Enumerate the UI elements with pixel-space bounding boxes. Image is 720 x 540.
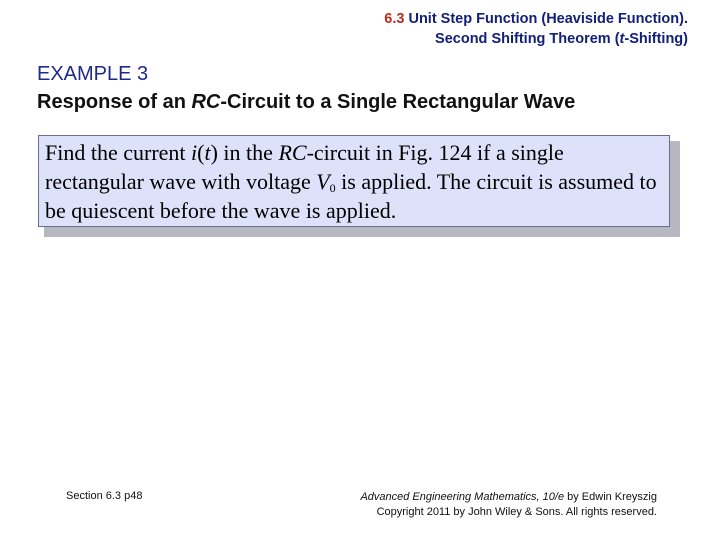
section-header-line1	[384, 9, 688, 29]
section-title: Unit Step Function (Heaviside Function).	[408, 11, 688, 27]
time-variable: t	[204, 140, 211, 165]
current-variable: i	[191, 140, 198, 165]
footer-copyright: Copyright 2011 by John Wiley & Sons. All rights reserved.	[376, 506, 657, 518]
section-subtitle-prefix: Second Shifting Theorem (	[435, 31, 620, 47]
example-title: EXAMPLE 3	[37, 63, 149, 85]
book-author: by Edwin Kreyszig	[564, 491, 657, 503]
problem-paren: (	[197, 140, 205, 165]
section-header	[384, 9, 688, 49]
problem-text-2: ) in the	[210, 140, 279, 165]
example-subtitle-prefix: Response of an	[37, 91, 192, 113]
voltage-subscript: 0	[329, 181, 336, 195]
book-title: Advanced Engineering Mathematics, 10/e	[360, 491, 565, 503]
section-subtitle-italic: t	[619, 31, 625, 47]
example-subtitle-italic: RC	[191, 91, 221, 113]
footer-citation	[360, 490, 657, 520]
problem-text-1: Find the current	[45, 140, 192, 165]
footer-citation-line1	[360, 490, 657, 505]
problem-text-4: is applied. The circuit is assumed to be quiescent before the wave is applied.	[45, 169, 657, 223]
section-header-line2	[384, 29, 688, 49]
section-number: 6.3	[384, 11, 405, 27]
voltage-variable: V	[316, 169, 330, 194]
example-subtitle	[37, 89, 575, 116]
problem-text-3: -circuit in Fig. 124 if a single rectangular wave with voltage	[45, 140, 564, 194]
footer-section-reference: Section 6.3 p48	[66, 490, 143, 502]
problem-statement-box	[38, 135, 670, 227]
rc-variable: RC	[278, 140, 307, 165]
example-subtitle-suffix: -Circuit to a Single Rectangular Wave	[220, 91, 576, 113]
section-subtitle-suffix: -Shifting)	[624, 31, 688, 47]
